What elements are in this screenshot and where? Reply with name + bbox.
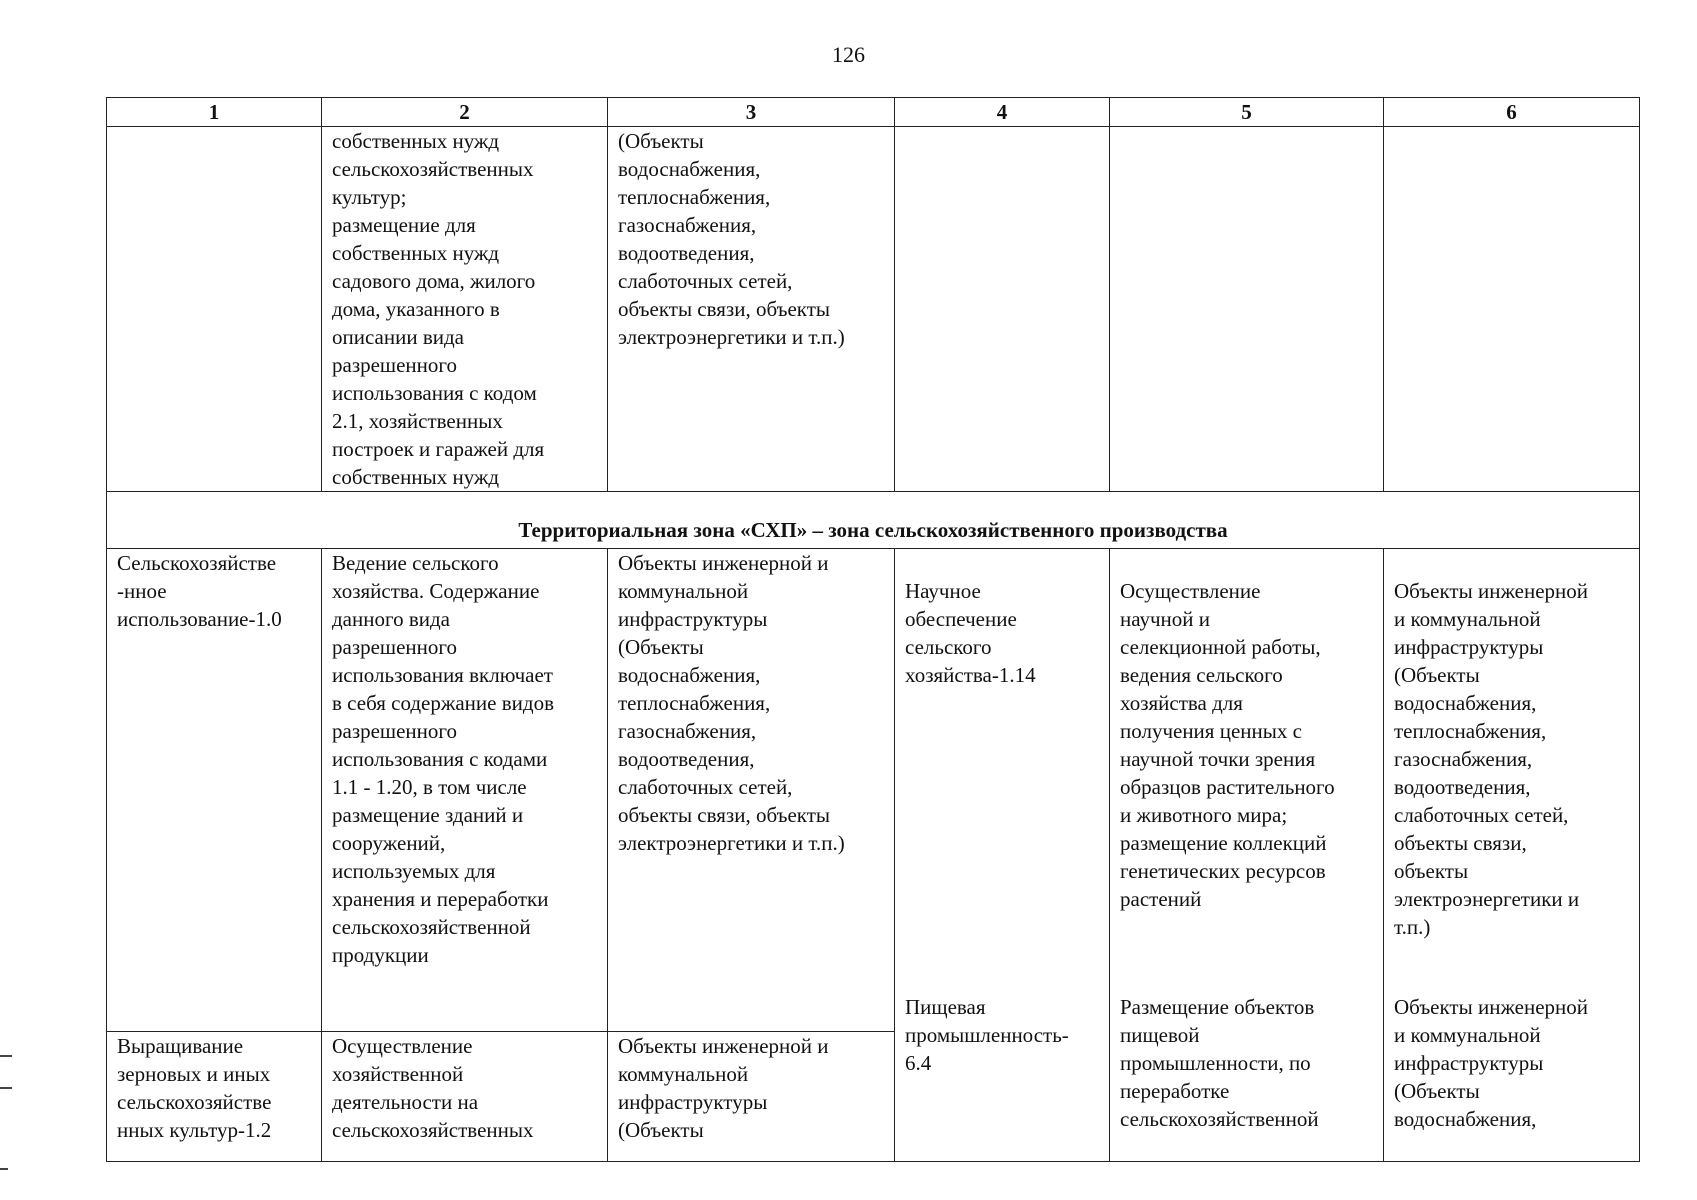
cell-conditional-type [895, 549, 1110, 1162]
cell-auxiliary-objects: (Объекты водоснабжения, теплоснабжения, газоснабжения, водоотведения, слаботочных сетей, объекты связи, объекты электроэнергетики и т.п.) [608, 127, 895, 492]
cell-use-description: Ведение сельского хозяйства. Содержание данного вида разрешенного использования включает в себя содержание видов разрешенного использования с кодами 1.1 - 1.20, в том числе размещение зданий и сооружений, используемых для хранения и переработки сельскохозяйственной продукции [322, 549, 608, 1032]
conditional-use-2-auxiliary: Объекты инженерной и коммунальной инфраструктуры (Объекты водоснабжения, [1394, 995, 1589, 1131]
cell-use-type: Сельскохозяйстве -нное использование-1.0 [107, 549, 322, 1032]
zone-title: Территориальная зона «СХП» – зона сельскохозяйственного производства [107, 492, 1640, 549]
conditional-use-2-type: Пищевая промышленность- 6.4 [905, 995, 1069, 1075]
header-col-5: 5 [1110, 98, 1384, 127]
scan-margin-marks [0, 1055, 12, 1089]
cell-conditional-auxiliary [1384, 127, 1640, 492]
cell-conditional-description [1110, 549, 1384, 1162]
cell-conditional-auxiliary [1384, 549, 1640, 1162]
header-col-6: 6 [1384, 98, 1640, 127]
header-col-3: 3 [608, 98, 895, 127]
conditional-use-1-auxiliary: Объекты инженерной и коммунальной инфраструктуры (Объекты водоснабжения, теплоснабжения, газоснабжения, водоотведения, слаботочных сетей, объекты связи, объекты электроэнергетики и т.п.) [1394, 579, 1589, 939]
cell-use-description: Осуществление хозяйственной деятельности на сельскохозяйственных [322, 1032, 608, 1162]
page-number: 126 [832, 42, 865, 67]
header-col-2: 2 [322, 98, 608, 127]
cell-use-type [107, 127, 322, 492]
cell-auxiliary-objects: Объекты инженерной и коммунальной инфраструктуры (Объекты водоснабжения, теплоснабжения, газоснабжения, водоотведения, слаботочных сетей, объекты связи, объекты электроэнергетики и т.п.) [608, 549, 895, 1032]
zone-title-row [107, 492, 1640, 549]
land-use-table [106, 97, 1640, 1162]
table-row [107, 127, 1640, 492]
header-col-1: 1 [107, 98, 322, 127]
cell-use-description: собственных нужд сельскохозяйственных культур; размещение для собственных нужд садового дома, жилого дома, указанного в описании вида разрешенного использования с кодом 2.1, хозяйственных построек и гаражей для собственных нужд [322, 127, 608, 492]
conditional-use-2-description: Размещение объектов пищевой промышленности, по переработке сельскохозяйственной [1120, 995, 1319, 1131]
conditional-use-1-description: Осуществление научной и селекционной работы, ведения сельского хозяйства для получения ценных с научной точки зрения образцов растительного и животного мира; размещение коллекций генетических ресурсов растений [1120, 579, 1335, 911]
cell-use-type: Выращивание зерновых и иных сельскохозяйстве нных культур-1.2 [107, 1032, 322, 1162]
scan-margin-mark [0, 1168, 8, 1170]
header-col-4: 4 [895, 98, 1110, 127]
conditional-use-1-type: Научное обеспечение сельского хозяйства-1.14 [905, 579, 1036, 687]
cell-conditional-type [895, 127, 1110, 492]
cell-conditional-description [1110, 127, 1384, 492]
table-row [107, 549, 1640, 1032]
table-header-row [107, 98, 1640, 127]
cell-auxiliary-objects: Объекты инженерной и коммунальной инфраструктуры (Объекты [608, 1032, 895, 1162]
